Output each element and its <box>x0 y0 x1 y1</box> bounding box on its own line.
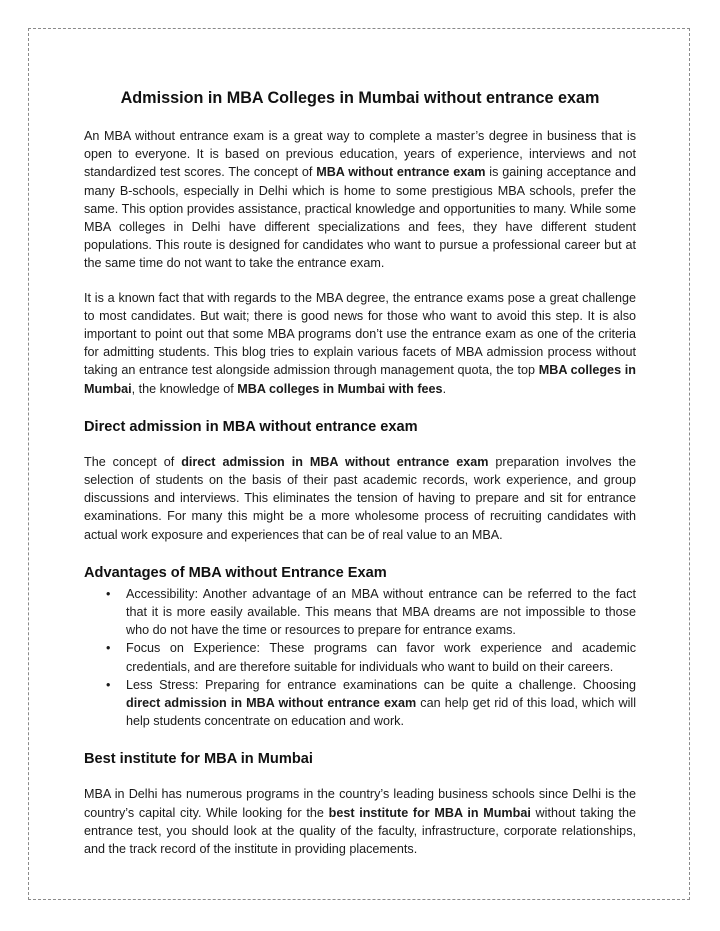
text: preparation involves the selection of students on the basis of their past academic records, work experience, and group discussions and interviews. This eliminates the tension of having to prepare and sit for entrance examinations. For many this might be a more wholesome process of recruiting candidates with actual work exposure and experiences that can be of real value to an MBA. <box>84 454 637 542</box>
bullet-icon: • <box>106 641 111 656</box>
intro-paragraph-2 <box>84 289 636 398</box>
document-body <box>84 88 636 874</box>
bold-keyword: direct admission in MBA without entrance exam <box>126 696 417 711</box>
heading-direct-admission: Direct admission in MBA without entrance exam <box>84 418 418 435</box>
heading-advantages: Advantages of MBA without Entrance Exam <box>84 564 387 581</box>
advantages-list <box>84 585 636 731</box>
bullet-icon: • <box>106 586 111 601</box>
intro-paragraph-1 <box>84 127 636 273</box>
bold-keyword: MBA without entrance exam <box>316 165 486 180</box>
document-title: Admission in MBA Colleges in Mumbai without entrance exam <box>120 89 600 107</box>
text: MBA in Delhi has numerous programs in the country’s leading business schools since Delhi is the country’s capital city. While looking for the <box>84 787 636 820</box>
list-item <box>106 585 636 640</box>
text: , the knowledge of <box>131 381 238 396</box>
text: without taking the entrance test, you should look at the quality of the faculty, infrastructure, corporate relationships, and the track record of the institute in providing placements. <box>84 805 637 857</box>
bold-keyword: best institute for MBA in Mumbai <box>328 805 531 820</box>
text: Accessibility: Another advantage of an MBA without entrance can be referred to the fact that it is more easily available. This means that MBA dreams are not impossible to those who do not have the time or resources to prepare for entrance exams. <box>126 586 636 638</box>
text: is gaining acceptance and many B-schools, especially in Delhi which is home to some prestigious MBA schools, prefer the same. This option provides assistance, practical knowledge and opportunities to many. While some MBA colleges in Delhi have different specializations and fees, they have different student populations. This route is designed for candidates who want to pursue a professional career but at the same time do not want to take the entrance exam. <box>84 165 636 271</box>
text: Less Stress: Preparing for entrance examinations can be quite a challenge. Choosing <box>126 677 636 692</box>
bold-keyword: MBA colleges in Mumbai with fees <box>237 381 443 396</box>
direct-admission-paragraph <box>84 453 636 544</box>
bullet-icon: • <box>106 677 111 692</box>
text: Focus on Experience: These programs can favor work experience and academic credentials, and are therefore suitable for individuals who want to build on their careers. <box>126 641 636 674</box>
heading-best-institute: Best institute for MBA in Mumbai <box>84 751 313 768</box>
text: . <box>442 381 447 396</box>
list-item <box>106 676 636 731</box>
bold-keyword: direct admission in MBA without entrance exam <box>181 454 489 469</box>
text: It is a known fact that with regards to the MBA degree, the entrance exams pose a great challenge to most candidates. But wait; there is good news for those who want to avoid this step. It is also important to point out that some MBA programs don’t use the entrance exam as one of the criteria for admitting students. This blog tries to explain various facets of MBA admission process without taking an entrance test alongside admission through management quota, the top <box>84 290 636 378</box>
text: The concept of <box>84 454 182 469</box>
text: An MBA without entrance exam is a great way to complete a master’s degree in business that is open to everyone. It is based on previous education, years of experience, interviews and not standardized test scores. The concept of <box>84 129 636 180</box>
text: can help get rid of this load, which will help students concentrate on education and work. <box>126 696 636 729</box>
bold-keyword: MBA colleges in Mumbai <box>84 363 636 396</box>
list-item <box>106 639 636 675</box>
best-institute-paragraph <box>84 785 636 858</box>
